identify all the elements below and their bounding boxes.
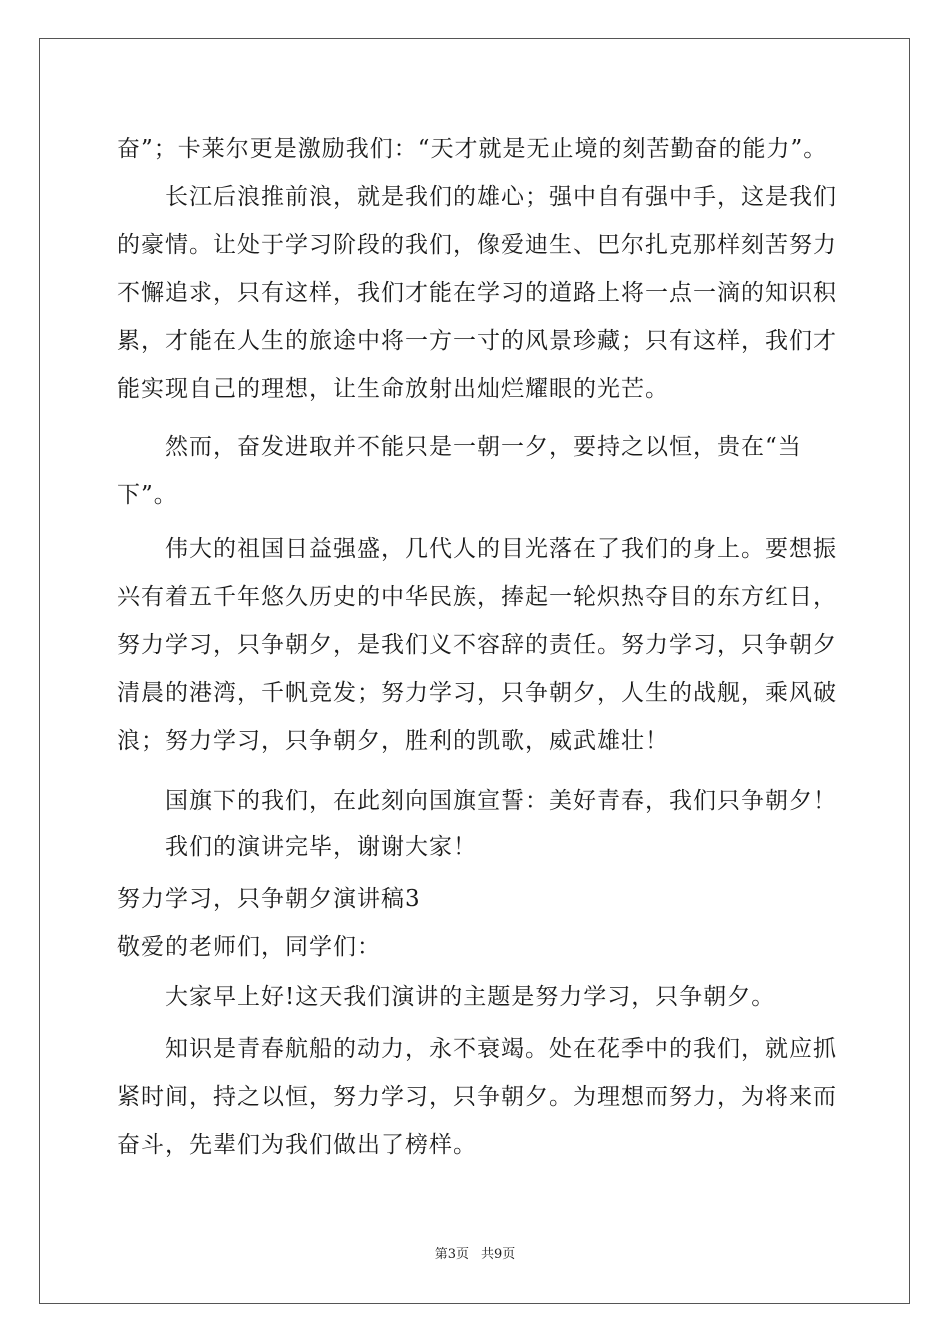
page-total: 共9页: [481, 1247, 516, 1262]
text-line: 紧时间，持之以恒，努力学习，只争朝夕。为理想而努力，为将来而: [117, 1084, 837, 1110]
text-line: 奋斗，先辈们为我们做出了榜样。: [117, 1132, 477, 1158]
text-line: 能实现自己的理想，让生命放射出灿烂耀眼的光芒。: [117, 376, 669, 402]
text-line: 兴有着五千年悠久历史的中华民族，捧起一轮炽热夺目的东方红日，: [117, 584, 837, 610]
text-line: 清晨的港湾，千帆竞发；努力学习，只争朝夕，人生的战舰，乘风破: [117, 680, 837, 706]
paragraph-first-line: 然而，奋发进取并不能只是一朝一夕，要持之以恒，贵在“当: [165, 434, 802, 460]
page-footer: [0, 1246, 950, 1264]
paragraph-first-line: 长江后浪推前浪，就是我们的雄心；强中自有强中手，这是我们: [165, 184, 837, 210]
page-number: 第3页: [434, 1247, 469, 1262]
paragraph-first-line: 我们的演讲完毕，谢谢大家！: [165, 834, 477, 860]
salutation: 敬爱的老师们，同学们：: [117, 934, 381, 960]
text-line: 奋”；卡莱尔更是激励我们：“天才就是无止境的刻苦勤奋的能力”。: [117, 136, 828, 162]
paragraph-first-line: 大家早上好!这天我们演讲的主题是努力学习，只争朝夕。: [165, 984, 776, 1010]
page-border: [39, 38, 910, 1304]
paragraph-first-line: 知识是青春航船的动力，永不衰竭。处在花季中的我们，就应抓: [165, 1036, 837, 1062]
text-line: 的豪情。让处于学习阶段的我们，像爱迪生、巴尔扎克那样刻苦努力: [117, 232, 837, 258]
paragraph-first-line: 伟大的祖国日益强盛，几代人的目光落在了我们的身上。要想振: [165, 536, 837, 562]
section-heading: 努力学习，只争朝夕演讲稿3: [117, 886, 421, 912]
text-line: 累，才能在人生的旅途中将一方一寸的风景珍藏；只有这样，我们才: [117, 328, 837, 354]
text-line: 不懈追求，只有这样，我们才能在学习的道路上将一点一滴的知识积: [117, 280, 837, 306]
text-line: 下”。: [117, 482, 178, 508]
paragraph-first-line: 国旗下的我们，在此刻向国旗宣誓：美好青春，我们只争朝夕！: [165, 788, 837, 814]
text-line: 浪；努力学习，只争朝夕，胜利的凯歌，威武雄壮！: [117, 728, 669, 754]
text-line: 努力学习，只争朝夕，是我们义不容辞的责任。努力学习，只争朝夕: [117, 632, 837, 658]
